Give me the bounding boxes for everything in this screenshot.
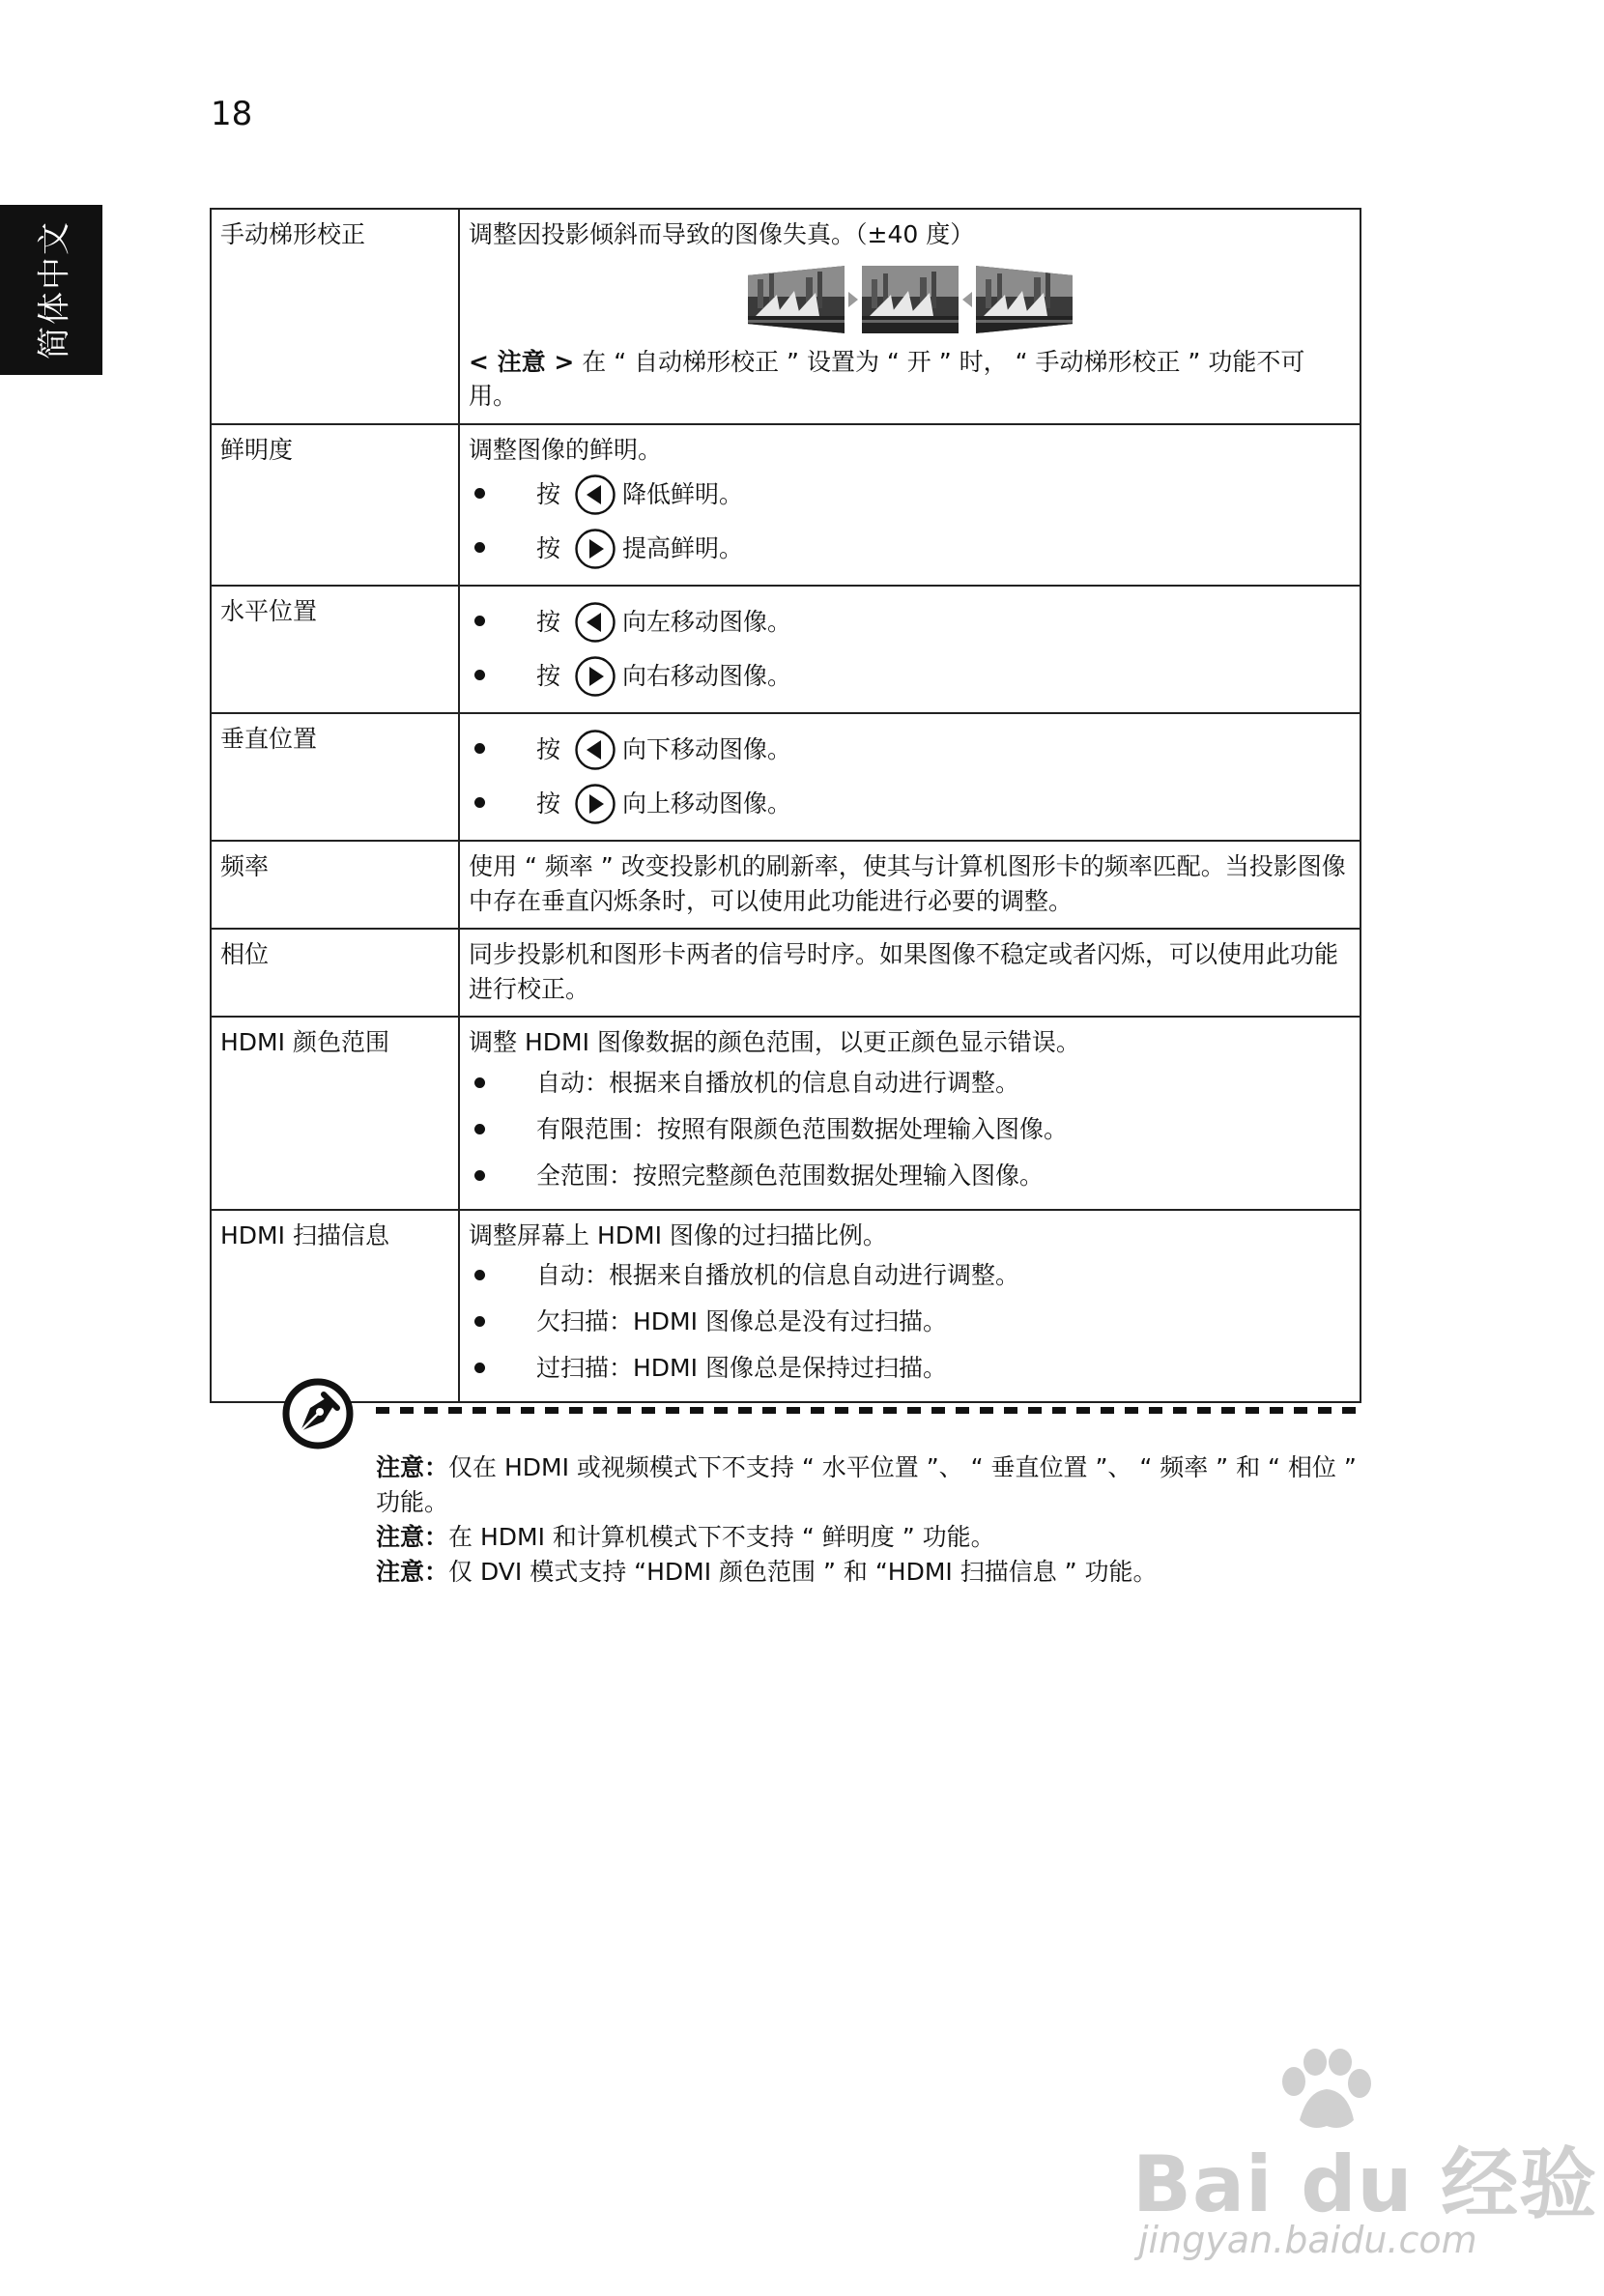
table-row [211,1210,1361,1403]
right-arrow-icon [574,783,616,825]
list-item [469,594,1351,648]
setting-name: 水平位置 [211,586,459,713]
baidu-watermark [1132,2049,1598,2261]
keystone-description: 调整因投影倾斜而导致的图像失真。（±40 度） [469,220,975,248]
bullet-list [469,1060,1351,1199]
note-paragraph [376,1520,1361,1555]
table-row [211,841,1361,929]
note-text: 在 “ 自动梯形校正 ” 设置为 “ 开 ” 时， “ 手动梯形校正 ” 功能不可用。 [469,347,1305,410]
item-text: 向上移动图像。 [622,789,792,818]
item-text: 提高鲜明。 [622,534,744,562]
left-arrow-icon [574,729,616,771]
keystone-image-normal [861,266,960,333]
table-row [211,929,1361,1017]
setting-description [459,713,1361,841]
dotted-separator [376,1407,1361,1415]
item-text: 向下移动图像。 [622,735,792,763]
table-row [211,586,1361,713]
press-label: 按 [536,480,561,508]
note-text: 在 HDMI 和计算机模式下不支持 “ 鲜明度 ” 功能。 [448,1523,995,1551]
list-item: 自动：根据来自播放机的信息自动进行调整。 [469,1252,1351,1299]
list-item [469,467,1351,521]
setting-name: 相位 [211,929,459,1017]
keystone-illustration [469,262,1351,337]
press-label: 按 [536,735,561,763]
bullet-list [469,1252,1351,1392]
list-item: 过扫描：HDMI 图像总是保持过扫描。 [469,1345,1351,1392]
page-number: 18 [211,95,253,133]
press-label: 按 [536,534,561,562]
note-text: 仅在 HDMI 或视频模式下不支持 “ 水平位置 ”、 “ 垂直位置 ”、 “ 频率 ” 和 “ 相位 ” 功能。 [376,1453,1357,1516]
setting-name: 垂直位置 [211,713,459,841]
keystone-image-left-tilt [747,266,845,333]
arrow-right-small-icon [845,290,861,309]
press-label: 按 [536,608,561,636]
pen-nib-note-icon [281,1377,355,1450]
watermark-url: jingyan.baidu.com [1138,2219,1477,2261]
keystone-note [469,345,1351,414]
setting-name: 鲜明度 [211,424,459,587]
list-item [469,776,1351,830]
keystone-image-right-tilt [975,266,1074,333]
left-arrow-icon [574,601,616,644]
note-text: 仅 DVI 模式支持 “HDMI 颜色范围 ” 和 “HDMI 扫描信息 ” 功能。 [448,1558,1158,1586]
table-row [211,424,1361,587]
setting-description: 同步投影机和图形卡两者的信号时序。如果图像不稳定或者闪烁，可以使用此功能进行校正。 [459,929,1361,1017]
setting-description [459,209,1361,424]
bullet-list [469,594,1351,703]
settings-table [210,208,1361,1403]
setting-description [459,424,1361,587]
note-label: 注意： [376,1523,449,1551]
note-label: 注意： [376,1453,449,1481]
setting-description [459,586,1361,713]
list-item [469,722,1351,776]
setting-description: 使用 “ 频率 ” 改变投影机的刷新率，使其与计算机图形卡的频率匹配。当投影图像中存在垂直闪烁条时，可以使用此功能进行必要的调整。 [459,841,1361,929]
list-item: 有限范围：按照有限颜色范围数据处理输入图像。 [469,1106,1351,1153]
sharpness-description: 调整图像的鲜明。 [469,435,663,464]
note-label: 注意： [376,1558,449,1586]
bullet-list [469,722,1351,830]
setting-description [459,1017,1361,1210]
notes-text [376,1450,1361,1590]
note-paragraph [376,1555,1361,1590]
item-text: 向右移动图像。 [622,662,792,690]
table-row [211,209,1361,424]
table-row [211,1017,1361,1210]
press-label: 按 [536,789,561,818]
list-item [469,521,1351,575]
right-arrow-icon [574,528,616,570]
bullet-list [469,467,1351,575]
setting-name: 手动梯形校正 [211,209,459,424]
watermark-brand: Bai du 经验 [1132,2139,1598,2229]
hdmi-scan-description: 调整屏幕上 HDMI 图像的过扫描比例。 [469,1220,887,1249]
language-tab [0,205,102,375]
setting-name: HDMI 扫描信息 [211,1210,459,1403]
table-row [211,713,1361,841]
setting-name: 频率 [211,841,459,929]
hdmi-color-description: 调整 HDMI 图像数据的颜色范围，以更正颜色显示错误。 [469,1028,1080,1056]
language-tab-label: 简体中文 [35,220,74,359]
list-item [469,648,1351,703]
paw-logo-icon [1273,2049,1379,2132]
list-item: 自动：根据来自播放机的信息自动进行调整。 [469,1060,1351,1106]
right-arrow-icon [574,655,616,698]
item-text: 降低鲜明。 [622,480,744,508]
setting-description [459,1210,1361,1403]
setting-name: HDMI 颜色范围 [211,1017,459,1210]
list-item: 欠扫描：HDMI 图像总是没有过扫描。 [469,1299,1351,1345]
arrow-left-small-icon [960,290,975,309]
note-paragraph [376,1450,1361,1520]
item-text: 向左移动图像。 [622,608,792,636]
press-label: 按 [536,662,561,690]
left-arrow-icon [574,474,616,516]
list-item: 全范围：按照完整颜色范围数据处理输入图像。 [469,1153,1351,1199]
note-label: < 注意 > [469,347,575,376]
